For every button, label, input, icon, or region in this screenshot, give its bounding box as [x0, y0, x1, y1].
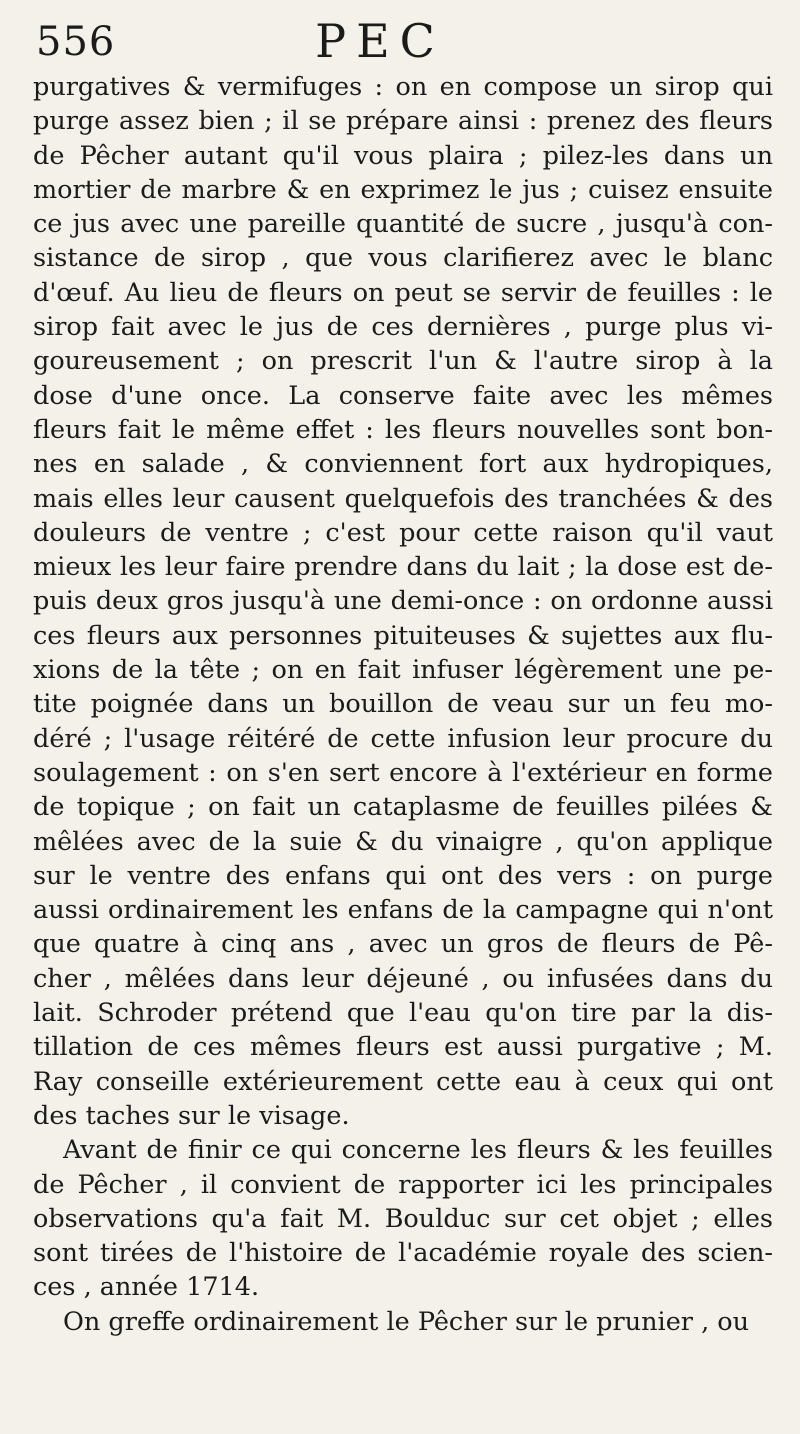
text-line: lait. Schroder prétend que l'eau qu'on tire par la dis-: [33, 998, 773, 1029]
text-line: sirop fait avec le jus de ces dernières , purge plus vi-: [33, 312, 773, 343]
text-line: cher , mêlées dans leur déjeuné , ou infusées dans du: [33, 963, 773, 994]
text-line: goureusement ; on prescrit l'un & l'autre sirop à la: [33, 346, 773, 377]
text-line: des taches sur le visage.: [33, 1100, 350, 1131]
text-line: observations qu'a fait M. Boulduc sur cet objet ; elles: [33, 1203, 773, 1234]
paragraph: [33, 70, 773, 1133]
text-line: de Pêcher autant qu'il vous plaira ; pilez-les dans un: [33, 140, 773, 171]
text-line: déré ; l'usage réitéré de cette infusion leur procure du: [33, 723, 773, 754]
text-line: douleurs de ventre ; c'est pour cette raison qu'il vaut: [33, 517, 773, 548]
text-line: fleurs fait le même effet : les fleurs nouvelles sont bon-: [33, 414, 773, 445]
text-line: mêlées avec de la suie & du vinaigre , qu'on applique: [33, 826, 773, 857]
text-line: de Pêcher , il convient de rapporter ici les principales: [33, 1169, 773, 1200]
text-line: sont tirées de l'histoire de l'académie royale des scien-: [33, 1238, 773, 1269]
page-number: 556: [36, 19, 116, 65]
text-line: ces , année 1714.: [33, 1272, 260, 1303]
page-header: [0, 14, 800, 74]
paragraph: [33, 1305, 773, 1339]
text-line: mieux les leur faire prendre dans du lait ; la dose est de-: [33, 552, 773, 583]
text-line: tite poignée dans un bouillon de veau sur un feu mo-: [33, 689, 773, 720]
text-line: mortier de marbre & en exprimez le jus ; cuisez ensuite: [33, 174, 773, 205]
paragraph: [33, 1133, 773, 1304]
text-line: purgatives & vermifuges : on en compose un sirop qui: [33, 72, 773, 102]
text-line: tillation de ces mêmes fleurs est aussi purgative ; M.: [33, 1032, 773, 1063]
text-line: mais elles leur causent quelquefois des tranchées & des: [33, 483, 773, 514]
text-line: Ray conseille extérieurement cette eau à ceux qui ont: [33, 1066, 773, 1097]
text-line: dose d'une once. La conserve faite avec les mêmes: [33, 380, 773, 411]
text-line: ce jus avec une pareille quantité de sucre , jusqu'à con-: [33, 209, 773, 240]
text-line: soulagement : on s'en sert encore à l'extérieur en forme: [33, 757, 773, 788]
text-line: xions de la tête ; on en fait infuser légèrement une pe-: [33, 655, 773, 686]
text-line: puis deux gros jusqu'à une demi-once : on ordonne aussi: [33, 586, 773, 617]
text-line: sistance de sirop , que vous clarifierez avec le blanc: [33, 243, 773, 274]
text-line: nes en salade , & conviennent fort aux hydropiques,: [33, 449, 773, 480]
text-line: que quatre à cinq ans , avec un gros de fleurs de Pê-: [33, 929, 773, 960]
text-line: Avant de finir ce qui concerne les fleurs & les feuilles: [63, 1135, 773, 1166]
text-line: purge assez bien ; il se prépare ainsi : prenez des fleurs: [33, 106, 773, 137]
text-line: sur le ventre des enfans qui ont des vers : on purge: [33, 860, 773, 891]
text-line: On greffe ordinairement le Pêcher sur le prunier , ou: [63, 1306, 750, 1337]
text-line: d'œuf. Au lieu de fleurs on peut se servir de feuilles : le: [33, 277, 773, 308]
text-line: ces fleurs aux personnes pituiteuses & sujettes aux flu-: [33, 620, 773, 651]
body-text: [33, 70, 773, 1339]
running-head: PEC: [315, 14, 445, 68]
text-line: aussi ordinairement les enfans de la campagne qui n'ont: [33, 895, 773, 926]
text-line: de topique ; on fait un cataplasme de feuilles pilées &: [33, 792, 773, 823]
